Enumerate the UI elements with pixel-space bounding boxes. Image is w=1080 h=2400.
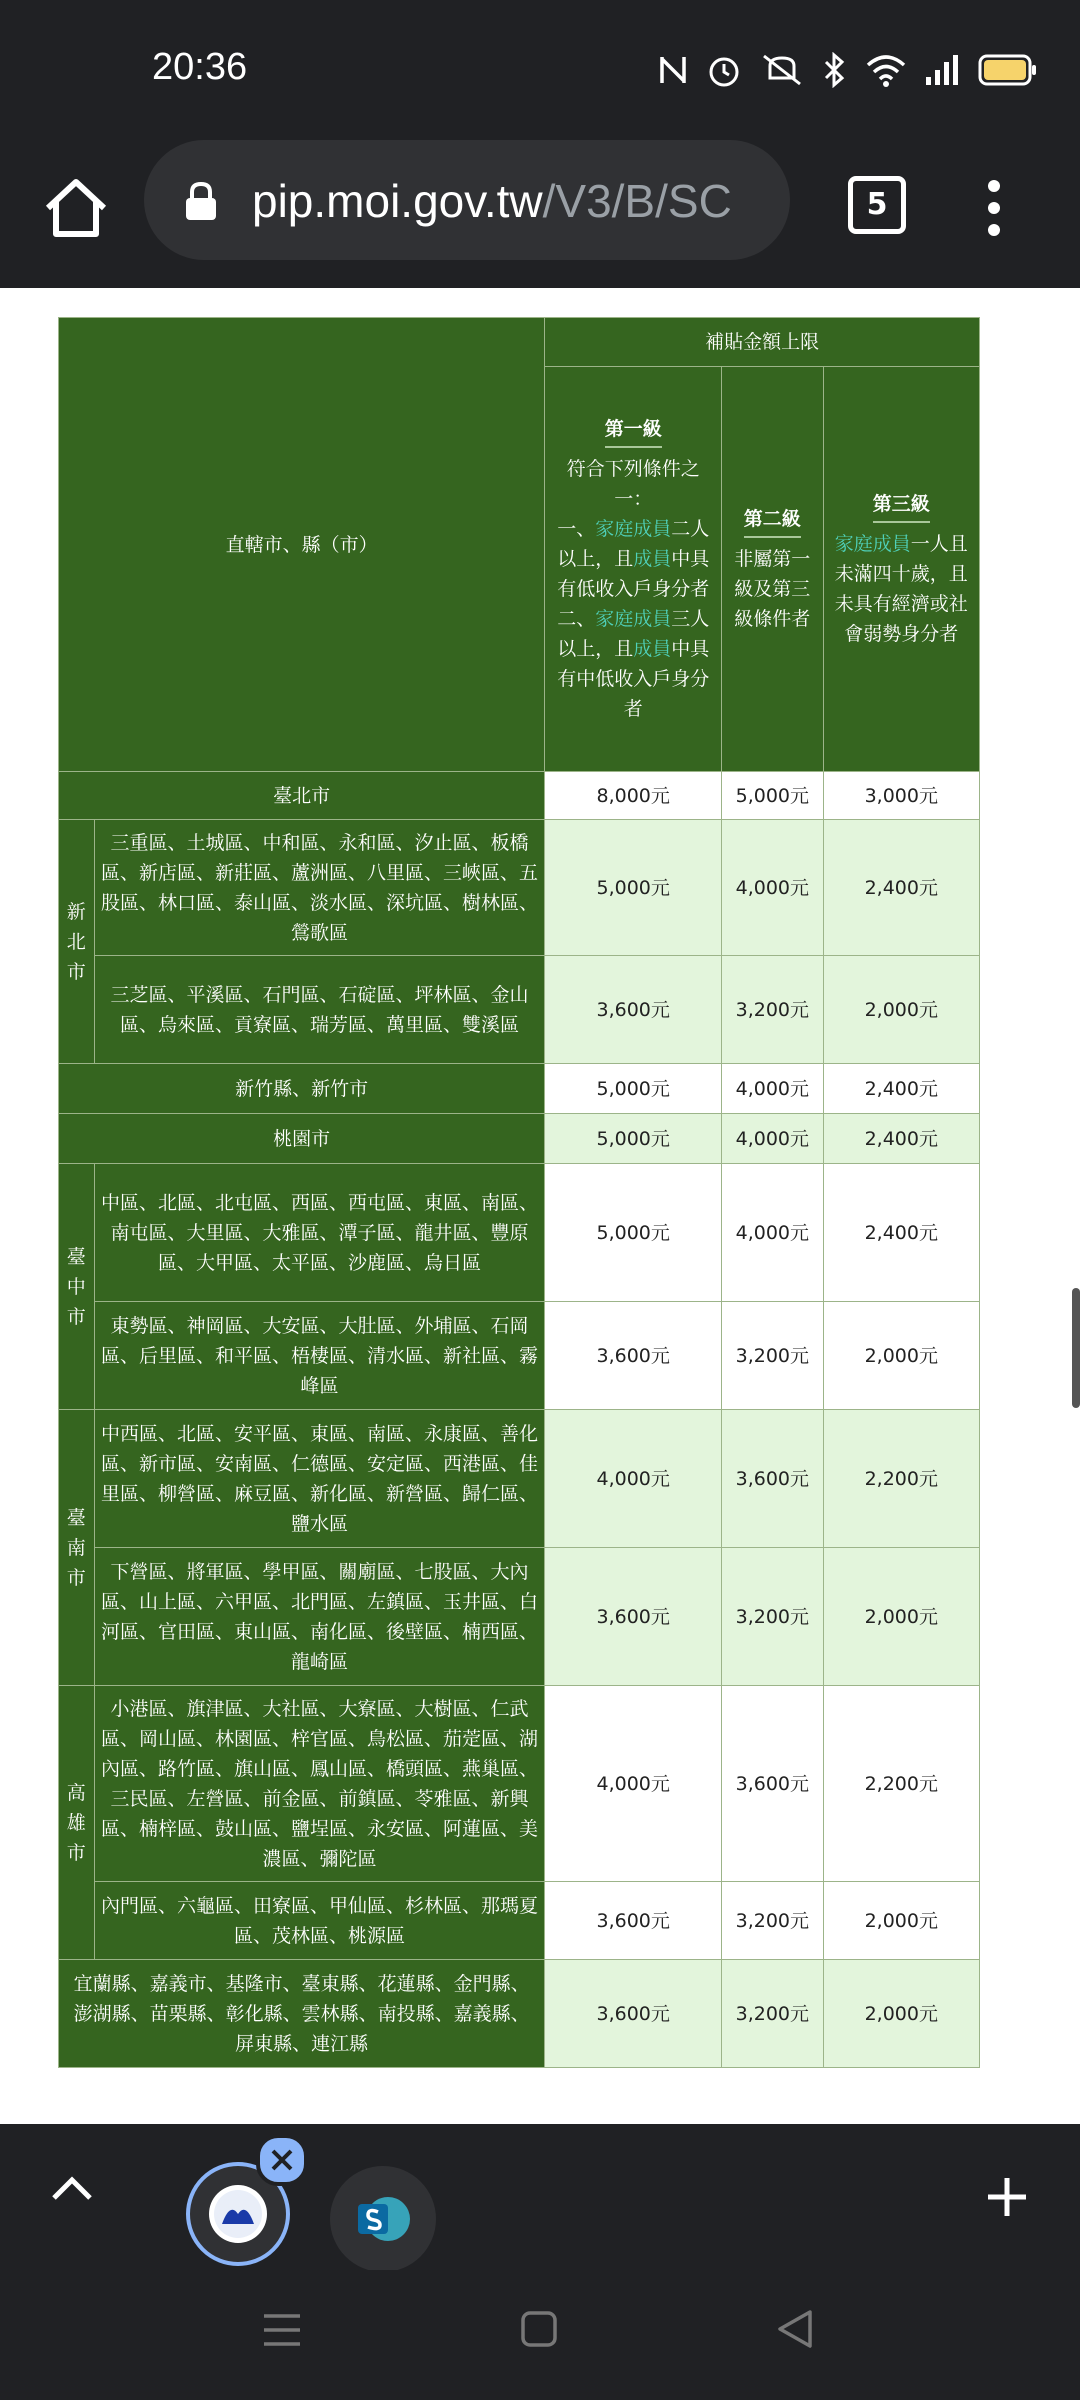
level2-amount: 3,200元	[722, 1302, 824, 1410]
tab-switcher-button[interactable]: 5	[848, 176, 906, 234]
alarm-icon	[706, 52, 742, 88]
close-icon	[270, 2148, 294, 2172]
table-row	[59, 820, 980, 956]
rent-subsidy-table	[58, 317, 980, 2068]
level1-b-end: 中具有中低收入戶身分者	[557, 638, 710, 720]
level2-desc: 非屬第一級及第三級條件者	[734, 548, 811, 630]
district-list: 內門區、六龜區、田寮區、甲仙區、杉林區、那瑪夏區、茂林區、桃源區	[94, 1882, 545, 1960]
bluetooth-icon	[822, 52, 848, 88]
level1-amount: 3,600元	[545, 1882, 722, 1960]
url-text[interactable]	[252, 174, 772, 228]
address-bar[interactable]	[144, 140, 790, 260]
level1-amount: 5,000元	[545, 1064, 722, 1114]
level1-b-mid: 三人以上，且	[557, 608, 710, 660]
city-label: 新北市	[66, 900, 86, 983]
table-row	[59, 1960, 980, 2068]
level3-title: 第三級	[873, 489, 930, 523]
lock-icon	[184, 182, 218, 222]
level3-desc: 一人且未滿四十歲，且未具有經濟或社會弱勢身分者	[834, 533, 968, 645]
region-name: 宜蘭縣、嘉義市、基隆市、臺東縣、花蓮縣、金門縣、澎湖縣、苗栗縣、彰化縣、雲林縣、南投縣、嘉義縣、屏東縣、連江縣	[59, 1960, 545, 2068]
level1-amount: 3,600元	[545, 1302, 722, 1410]
level1-amount: 3,600元	[545, 1960, 722, 2068]
level3-amount: 2,000元	[823, 1882, 979, 1960]
level3-amount: 2,000元	[823, 1548, 979, 1686]
member-link[interactable]: 成員	[633, 548, 672, 570]
level3-amount: 2,400元	[823, 1164, 979, 1302]
level1-amount: 4,000元	[545, 1686, 722, 1882]
signal-icon	[924, 53, 960, 87]
level3-amount: 2,000元	[823, 956, 979, 1064]
level3-amount: 2,000元	[823, 1960, 979, 2068]
level2-amount: 4,000元	[722, 1164, 824, 1302]
level1-amount: 3,600元	[545, 1548, 722, 1686]
more-menu-icon[interactable]	[982, 172, 1006, 244]
level1-amount: 5,000元	[545, 1164, 722, 1302]
system-nav-bar	[0, 2270, 1080, 2400]
city-label: 臺中市	[66, 1245, 86, 1328]
level1-amount: 3,600元	[545, 956, 722, 1064]
level2-title: 第二級	[744, 504, 801, 538]
district-list: 三重區、土城區、中和區、永和區、汐止區、板橋區、新店區、新莊區、蘆洲區、八里區、三峽區、五股區、林口區、泰山區、淡水區、深坑區、樹林區、鶯歌區	[94, 820, 545, 956]
level2-amount: 4,000元	[722, 820, 824, 956]
table-row	[59, 772, 980, 820]
subsidy-cap-header: 補貼金額上限	[545, 318, 980, 367]
browser-toolbar	[0, 140, 1080, 288]
level1-a-mid: 二人以上，且	[557, 518, 710, 570]
home-icon[interactable]	[40, 172, 112, 244]
city-name	[59, 1164, 95, 1410]
level3-amount: 3,000元	[823, 772, 979, 820]
level2-amount: 3,200元	[722, 1882, 824, 1960]
level3-amount: 2,000元	[823, 1302, 979, 1410]
family-member-link[interactable]: 家庭成員	[834, 533, 911, 555]
mute-icon	[760, 52, 804, 88]
level1-amount: 8,000元	[545, 772, 722, 820]
region-header: 直轄市、縣（市）	[59, 318, 545, 772]
close-tab-button[interactable]	[256, 2134, 308, 2186]
region-name: 桃園市	[59, 1114, 545, 1164]
table-row	[59, 1410, 980, 1548]
family-member-link[interactable]: 家庭成員	[595, 608, 672, 630]
level1-amount: 5,000元	[545, 820, 722, 956]
city-name	[59, 1686, 95, 1960]
level1-a-end: 中具有低收入戶身分者	[557, 548, 710, 600]
city-label: 高雄市	[66, 1781, 86, 1864]
level2-amount: 5,000元	[722, 772, 824, 820]
district-list: 三芝區、平溪區、石門區、石碇區、坪林區、金山區、烏來區、貢寮區、瑞芳區、萬里區、雙溪區	[94, 956, 545, 1064]
level3-amount: 2,400元	[823, 1064, 979, 1114]
table-row	[59, 1548, 980, 1686]
district-list: 下營區、將軍區、學甲區、關廟區、七股區、大內區、山上區、六甲區、北門區、左鎮區、玉井區、白河區、官田區、東山區、南化區、後壁區、楠西區、龍崎區	[94, 1548, 545, 1686]
level3-header	[823, 367, 979, 772]
region-name: 臺北市	[59, 772, 545, 820]
family-member-link[interactable]: 家庭成員	[595, 518, 672, 540]
member-link[interactable]: 成員	[633, 638, 672, 660]
url-path: /V3/B/SC	[542, 175, 732, 227]
level2-amount: 3,200元	[722, 1960, 824, 2068]
bottom-tab-strip	[0, 2124, 1080, 2270]
level2-header	[722, 367, 824, 772]
battery-icon	[978, 53, 1038, 87]
level1-b-prefix: 二、	[557, 608, 596, 630]
district-list: 小港區、旗津區、大社區、大寮區、大樹區、仁武區、岡山區、林園區、梓官區、鳥松區、茄萣區、湖內區、路竹區、旗山區、鳳山區、橋頭區、燕巢區、三民區、左營區、前金區、前鎮區、苓雅區、新興區、楠梓區、鼓山區、鹽埕區、永安區、阿蓮區、美濃區、彌陀區	[94, 1686, 545, 1882]
level3-amount: 2,200元	[823, 1410, 979, 1548]
url-domain: pip.moi.gov.tw	[252, 175, 543, 227]
new-tab-plus-icon[interactable]	[986, 2176, 1028, 2218]
nfc-icon	[658, 53, 688, 87]
table-row	[59, 1302, 980, 1410]
table-row	[59, 1686, 980, 1882]
scrollbar[interactable]	[1072, 1288, 1080, 1408]
district-list: 東勢區、神岡區、大安區、大肚區、外埔區、石岡區、后里區、和平區、梧棲區、清水區、新社區、霧峰區	[94, 1302, 545, 1410]
district-list: 中區、北區、北屯區、西區、西屯區、東區、南區、南屯區、大里區、大雅區、潭子區、龍井區、豐原區、大甲區、太平區、沙鹿區、烏日區	[94, 1164, 545, 1302]
table-row	[59, 1164, 980, 1302]
district-list: 中西區、北區、安平區、東區、南區、永康區、善化區、新市區、安南區、仁德區、安定區、西港區、佳里區、柳營區、麻豆區、新化區、新營區、歸仁區、鹽水區	[94, 1410, 545, 1548]
level3-amount: 2,200元	[823, 1686, 979, 1882]
table-row	[59, 956, 980, 1064]
level2-amount: 4,000元	[722, 1064, 824, 1114]
level1-title: 第一級	[605, 414, 662, 448]
city-label: 臺南市	[66, 1506, 86, 1589]
level1-amount: 4,000元	[545, 1410, 722, 1548]
tab-thumbnail[interactable]	[330, 2166, 436, 2272]
level1-header	[545, 367, 722, 772]
status-icons	[658, 46, 1038, 94]
table-row	[59, 1882, 980, 1960]
level1-a-prefix: 一、	[557, 518, 596, 540]
level2-amount: 3,600元	[722, 1686, 824, 1882]
level3-amount: 2,400元	[823, 1114, 979, 1164]
level2-amount: 4,000元	[722, 1114, 824, 1164]
status-bar	[0, 0, 1080, 140]
level1-amount: 5,000元	[545, 1114, 722, 1164]
back-icon[interactable]	[776, 2308, 814, 2350]
level3-amount: 2,400元	[823, 820, 979, 956]
table-row	[59, 1064, 980, 1114]
level1-condition: 符合下列條件之一：	[566, 458, 700, 510]
clock: 20:36	[152, 46, 248, 88]
sharepoint-icon	[354, 2190, 412, 2248]
chevron-up-icon[interactable]	[50, 2172, 94, 2202]
city-name	[59, 1410, 95, 1686]
region-name: 新竹縣、新竹市	[59, 1064, 545, 1114]
table-row	[59, 1114, 980, 1164]
moi-logo-icon	[208, 2184, 268, 2244]
level2-amount: 3,200元	[722, 956, 824, 1064]
wifi-icon	[866, 53, 906, 87]
recent-apps-icon[interactable]	[262, 2312, 302, 2348]
home-nav-icon[interactable]	[520, 2310, 558, 2348]
level2-amount: 3,200元	[722, 1548, 824, 1686]
web-page	[0, 288, 1080, 2124]
level2-amount: 3,600元	[722, 1410, 824, 1548]
city-name	[59, 820, 95, 1064]
